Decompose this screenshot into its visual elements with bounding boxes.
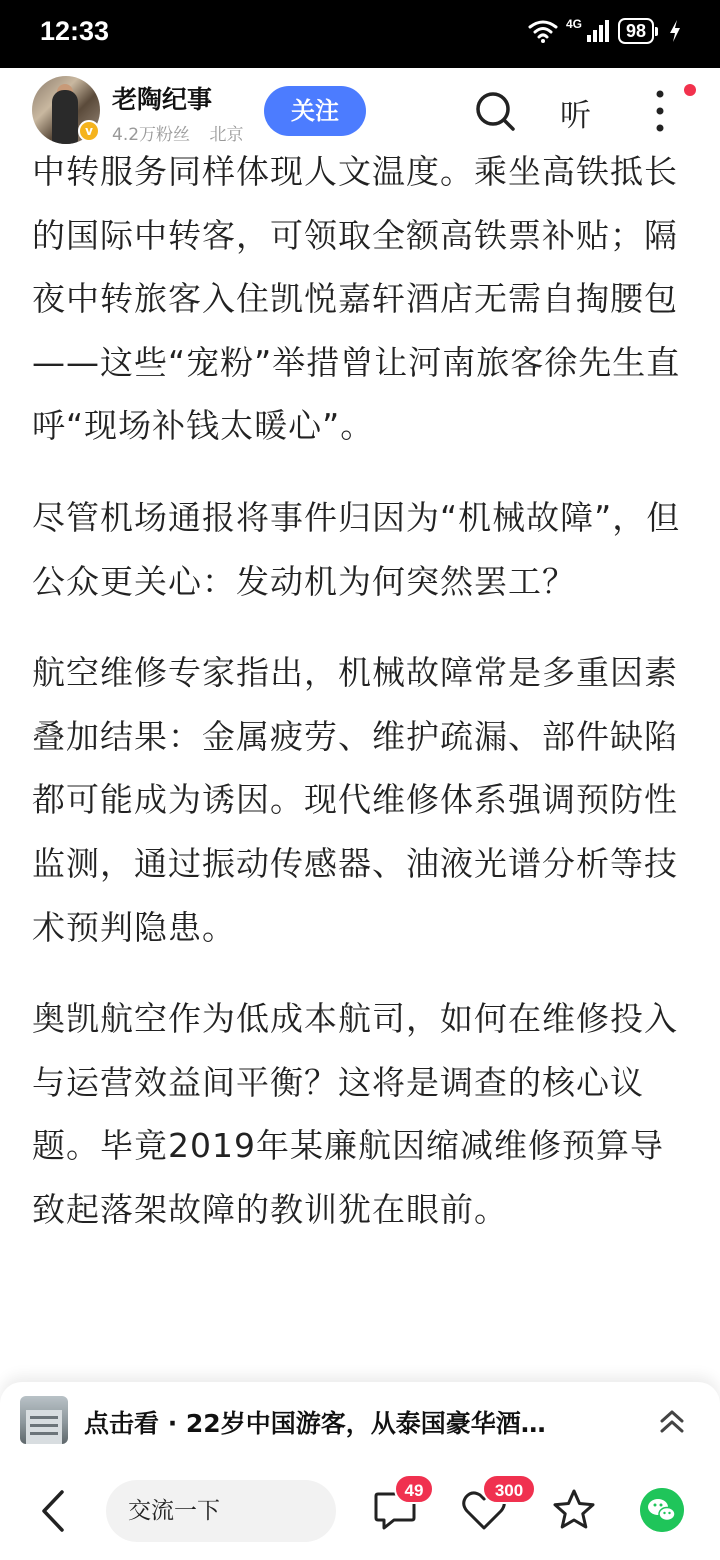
article-paragraph: 尽管机场通报将事件归因为“机械故障”，但公众更关心：发动机为何突然罢工？: [32, 497, 681, 601]
status-icons: [528, 18, 682, 44]
notification-dot: [684, 84, 696, 96]
thumbnail-building: [26, 1410, 62, 1444]
comment-input[interactable]: 交流一下: [106, 1480, 336, 1542]
battery-indicator: 98: [618, 18, 654, 44]
more-icon[interactable]: [650, 88, 670, 134]
charging-icon: [668, 19, 682, 43]
article-paragraph: 航空维修专家指出，机械故障常是多重因素叠加结果：金属疲劳、维护疏漏、部件缺陷都可能成为诱因。现代维修体系强调预防性监测，通过振动传感器、油液光谱分析等技术预判隐患。: [32, 653, 678, 947]
star-icon[interactable]: [552, 1488, 596, 1532]
chevron-up-icon[interactable]: [654, 1404, 690, 1440]
status-time: 12:33: [40, 16, 110, 46]
like-count-badge: 300: [482, 1474, 536, 1504]
listen-button[interactable]: 听: [560, 98, 591, 134]
search-icon[interactable]: [474, 90, 516, 132]
recommendation-text[interactable]: 点击看 · 22岁中国游客，从泰国豪华酒…: [84, 1409, 546, 1438]
status-bar: [0, 0, 720, 68]
recommendation-thumbnail: [20, 1396, 68, 1444]
author-name[interactable]: 老陶纪事: [112, 85, 213, 114]
author-location: 北京: [209, 125, 244, 145]
author-meta: [112, 120, 243, 145]
comment-count-badge: 49: [394, 1474, 434, 1504]
follow-button[interactable]: 关注: [264, 86, 366, 136]
wifi-icon: [528, 19, 558, 43]
back-icon[interactable]: [36, 1486, 72, 1536]
bottom-toolbar: [0, 1462, 720, 1560]
wechat-icon[interactable]: [640, 1488, 684, 1532]
article-body: [32, 140, 692, 1270]
article-header: [0, 68, 720, 152]
signal-icon: [586, 19, 610, 43]
avatar-figure: [52, 90, 78, 144]
verified-badge-icon: v: [78, 120, 100, 142]
follower-count: 4.2万粉丝: [112, 125, 191, 145]
network-type: 4G: [565, 17, 582, 31]
article-paragraph: 中转服务同样体现人文温度。乘坐高铁抵长的国际中转客，可领取全额高铁票补贴；隔夜中转旅客入住凯悦嘉轩酒店无需自掏腰包——这些“宠粉”举措曾让河南旅客徐先生直呼“现场补钱太暖心”。: [32, 152, 681, 446]
article-paragraph: 奥凯航空作为低成本航司，如何在维修投入与运营效益间平衡？这将是调查的核心议题。毕竟2019年某廉航因缩减维修预算导致起落架故障的教训犹在眼前。: [32, 999, 678, 1229]
recommendation-bar[interactable]: [0, 1382, 720, 1462]
